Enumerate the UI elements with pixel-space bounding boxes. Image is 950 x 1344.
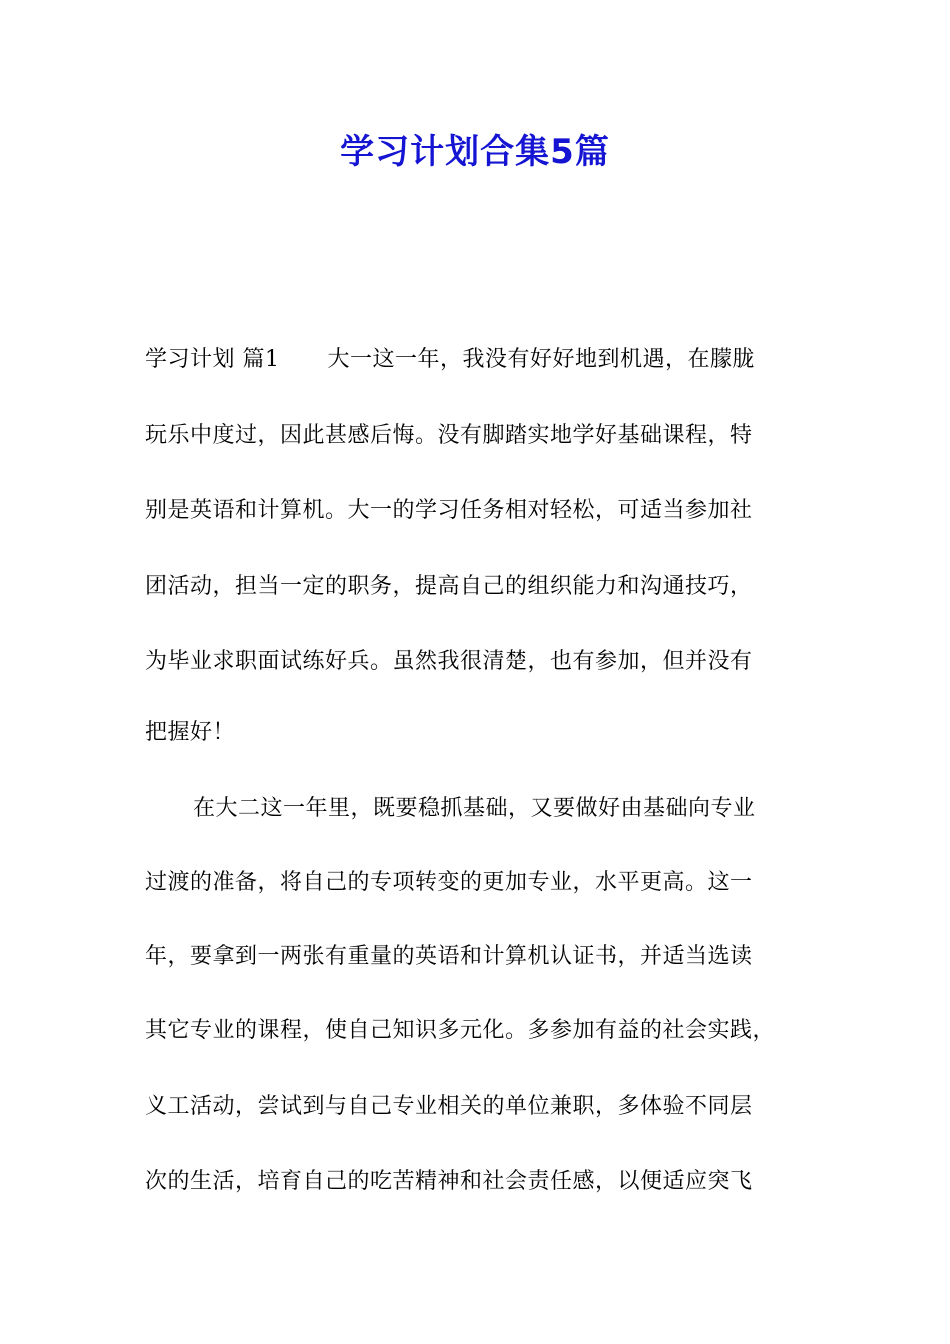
- section-label: 学习计划 篇1: [145, 347, 280, 372]
- paragraph-line: 次的生活，培育自己的吃苦精神和社会责任感，以便适应突飞: [145, 1169, 753, 1194]
- paragraph-line: 过渡的准备，将自己的专项转变的更加专业，水平更高。这一: [145, 870, 753, 895]
- paragraph-line: 年，要拿到一两张有重量的英语和计算机认证书，并适当选读: [145, 944, 753, 969]
- paragraph-line: 别是英语和计算机。大一的学习任务相对轻松，可适当参加社: [145, 498, 753, 523]
- paragraph-line: 把握好！: [145, 720, 236, 745]
- paragraph-line: 在大二这一年里，既要稳抓基础，又要做好由基础向专业: [193, 796, 756, 821]
- paragraph-line: 其它专业的课程，使自己知识多元化。多参加有益的社会实践，: [145, 1018, 776, 1043]
- paragraph-line: 玩乐中度过，因此甚感后悔。没有脚踏实地学好基础课程，特: [145, 423, 753, 448]
- paragraph-line: 团活动，担当一定的职务，提高自己的组织能力和沟通技巧，: [145, 574, 753, 599]
- line-text: 大一这一年，我没有好好地到机遇，在朦胧: [327, 347, 756, 372]
- document-title: 学习计划合集5篇: [340, 132, 610, 172]
- paragraph-line: 为毕业求职面试练好兵。虽然我很清楚，也有参加，但并没有: [145, 649, 753, 674]
- paragraph-line: 义工活动，尝试到与自己专业相关的单位兼职，多体验不同层: [145, 1094, 753, 1119]
- paragraph-line: [145, 345, 755, 375]
